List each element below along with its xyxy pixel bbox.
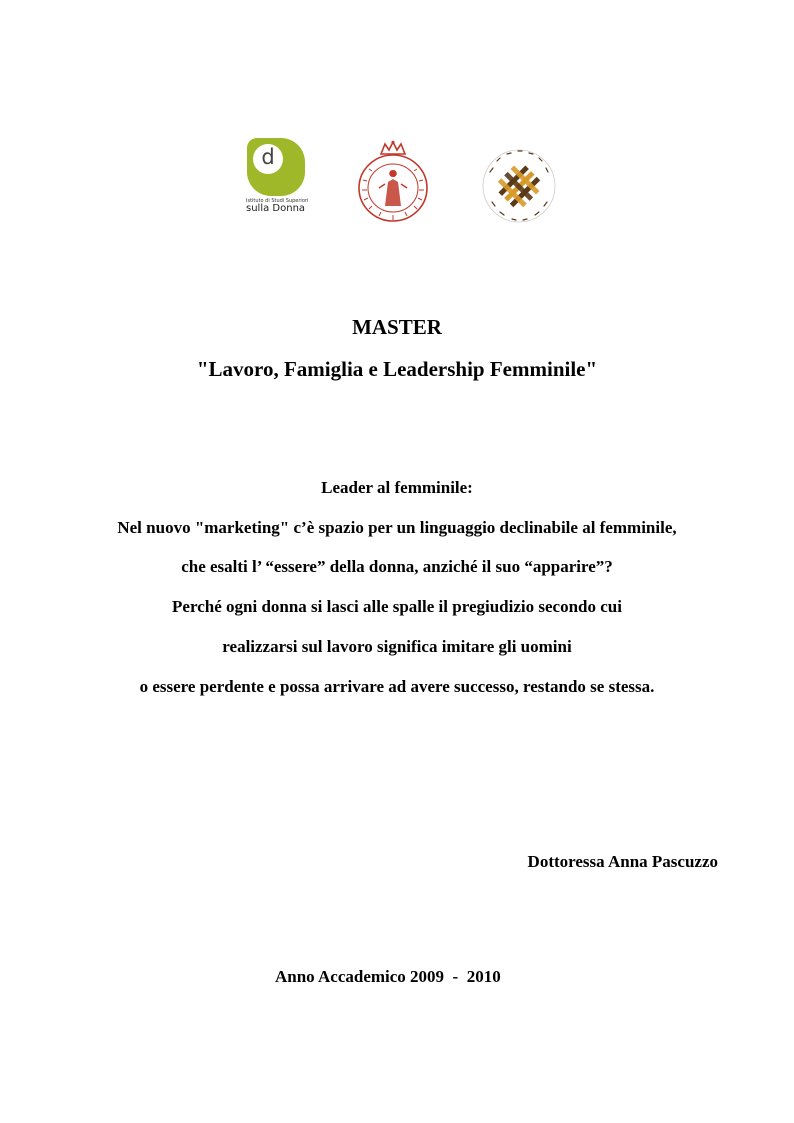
seal-icon — [355, 140, 431, 222]
university-logo — [478, 146, 560, 224]
institute-logo-mark — [247, 138, 305, 196]
institute-logo-name: sulla Donna — [246, 203, 306, 214]
university-emblem-icon — [478, 146, 560, 224]
abstract-line: che esalti l’ “essere” della donna, anziché il suo “apparire”? — [181, 557, 613, 576]
abstract-line: Perché ogni donna si lasci alle spalle il pregiudizio secondo cui — [172, 597, 622, 616]
institute-logo — [244, 138, 310, 218]
institute-logo-subtext: Istituto di Studi Superiori — [246, 198, 309, 204]
abstract-line: Leader al femminile: — [321, 478, 473, 497]
master-title: "Lavoro, Famiglia e Leadership Femminile" — [196, 357, 598, 381]
abstract-line: o essere perdente e possa arrivare ad avere successo, restando se stessa. — [139, 677, 655, 696]
pontifical-seal-logo — [355, 140, 431, 222]
abstract-line: realizzarsi sul lavoro significa imitare gli uomini — [222, 637, 572, 656]
abstract-line: Nel nuovo "marketing" c’è spazio per un linguaggio declinabile al femminile, — [117, 518, 677, 537]
master-label: MASTER — [352, 315, 442, 339]
author-name: Dottoressa Anna Pascuzzo — [527, 852, 718, 871]
institute-logo-letter: d — [253, 144, 283, 174]
academic-year: Anno Accademico 2009 - 2010 — [275, 967, 501, 986]
